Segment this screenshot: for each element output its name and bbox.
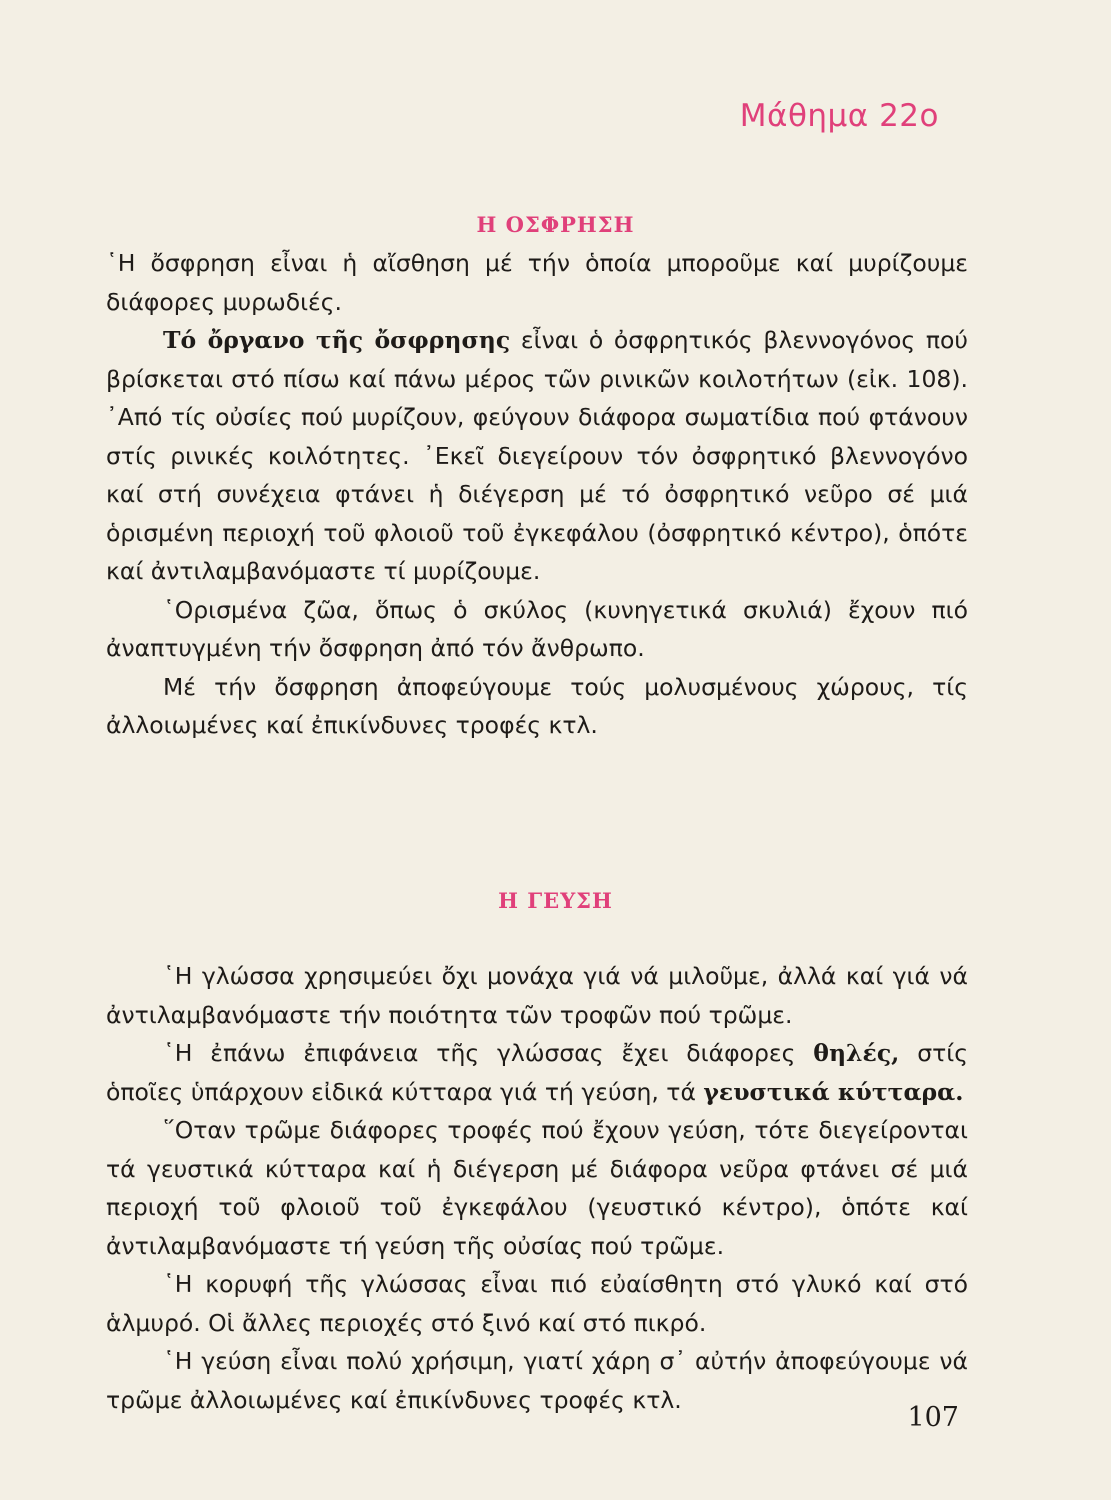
- taste-paragraph-1: ῾Η γλώσσα χρησιμεύει ὄχι μονάχα γιά νά μιλοῦμε, ἀλλά καί γιά νά ἀντιλαμβανόμαστε τήν ποιότητα τῶν τροφῶν πού τρῶμε.: [106, 962, 968, 1029]
- smell-paragraph-3: ῾Ορισμένα ζῶα, ὅπως ὁ σκύλος (κυνηγετικά σκυλιά) ἔχουν πιό ἀναπτυγμένη τήν ὄσφρηση ἀπό τόν ἄνθρωπο.: [106, 595, 968, 662]
- taste-paragraph-2: [106, 1034, 968, 1111]
- lesson-label: Μάθημα 22ο: [739, 98, 939, 134]
- section-taste: [106, 957, 968, 1419]
- section-title-smell: Η ΟΣΦΡΗΣΗ: [476, 212, 635, 237]
- taste-paragraph-5: ῾Η γεύση εἶναι πολύ χρήσιμη, γιατί χάρη σ᾿ αὐτήν ἀποφεύγουμε νά τρῶμε ἀλλοιωμένες καί ἐπικίνδυνες τροφές κτλ.: [106, 1347, 968, 1414]
- smell-paragraph-2: [106, 321, 968, 591]
- smell-paragraph-1: ῾Η ὄσφρηση εἶναι ἡ αἴσθηση μέ τήν ὁποία μποροῦμε καί μυρίζουμε διάφορες μυρωδιές.: [106, 249, 968, 316]
- smell-paragraph-2-text: εἶναι ὁ ὀσφρητικός βλεννογόνος πού βρίσκεται στό πίσω καί πάνω μέρος τῶν ρινικῶν κοιλοτήτων (εἰκ. 108). ᾿Από τίς οὐσίες πού μυρίζουν, φεύγουν διάφορα σωματίδια πού φτάνουν στίς ρινικές κοιλότητες. ᾿Εκεῖ διεγείρουν τόν ὀσφρητικό βλεννογόνο καί στή συνέχεια φτάνει ἡ διέγερση μέ τό ὀσφρητικό νεῦρο σέ μιά ὁρισμένη περιοχή τοῦ φλοιοῦ τοῦ ἐγκεφάλου (ὀσφρητικό κέντρο), ὁπότε καί ἀντιλαμβανόμαστε τί μυρίζουμε.: [106, 326, 968, 585]
- taste-paragraph-3: ῞Οταν τρῶμε διάφορες τροφές πού ἔχουν γεύση, τότε διεγείρονται τά γευστικά κύτταρα καί ἡ διέγερση μέ διάφορα νεῦρα φτάνει σέ μιά περιοχή τοῦ φλοιοῦ τοῦ ἐγκεφάλου (γευστικό κέντρο), ὁπότε καί ἀντιλαμβανόμαστε τή γεύση τῆς οὐσίας πού τρῶμε.: [106, 1116, 968, 1260]
- taste-paragraph-2-text-b: στίς ὁποῖες ὑπάρχουν εἰδικά κύτταρα γιά τή γεύση, τά: [106, 1039, 968, 1106]
- taste-paragraph-2-text-a: ῾Η ἐπάνω ἐπιφάνεια τῆς γλώσσας ἔχει διάφορες: [163, 1039, 814, 1067]
- section-smell: [106, 244, 968, 745]
- smell-paragraph-4: Μέ τήν ὄσφρηση ἀποφεύγουμε τούς μολυσμένους χώρους, τίς ἀλλοιωμένες καί ἐπικίνδυνες τροφές κτλ.: [106, 672, 968, 739]
- papillae-term: θηλές,: [813, 1039, 900, 1067]
- page-number: 107: [907, 1402, 959, 1433]
- section-title-taste: Η ΓΕΥΣΗ: [498, 888, 613, 913]
- taste-cells-term: γευστικά κύτταρα.: [703, 1077, 964, 1106]
- taste-paragraph-4: ῾Η κορυφή τῆς γλώσσας εἶναι πιό εὐαίσθητη στό γλυκό καί στό ἁλμυρό. Οἱ ἄλλες περιοχές στό ξινό καί στό πικρό.: [106, 1270, 968, 1337]
- smell-organ-term: Τό ὄργανο τῆς ὄσφρησης: [163, 326, 511, 354]
